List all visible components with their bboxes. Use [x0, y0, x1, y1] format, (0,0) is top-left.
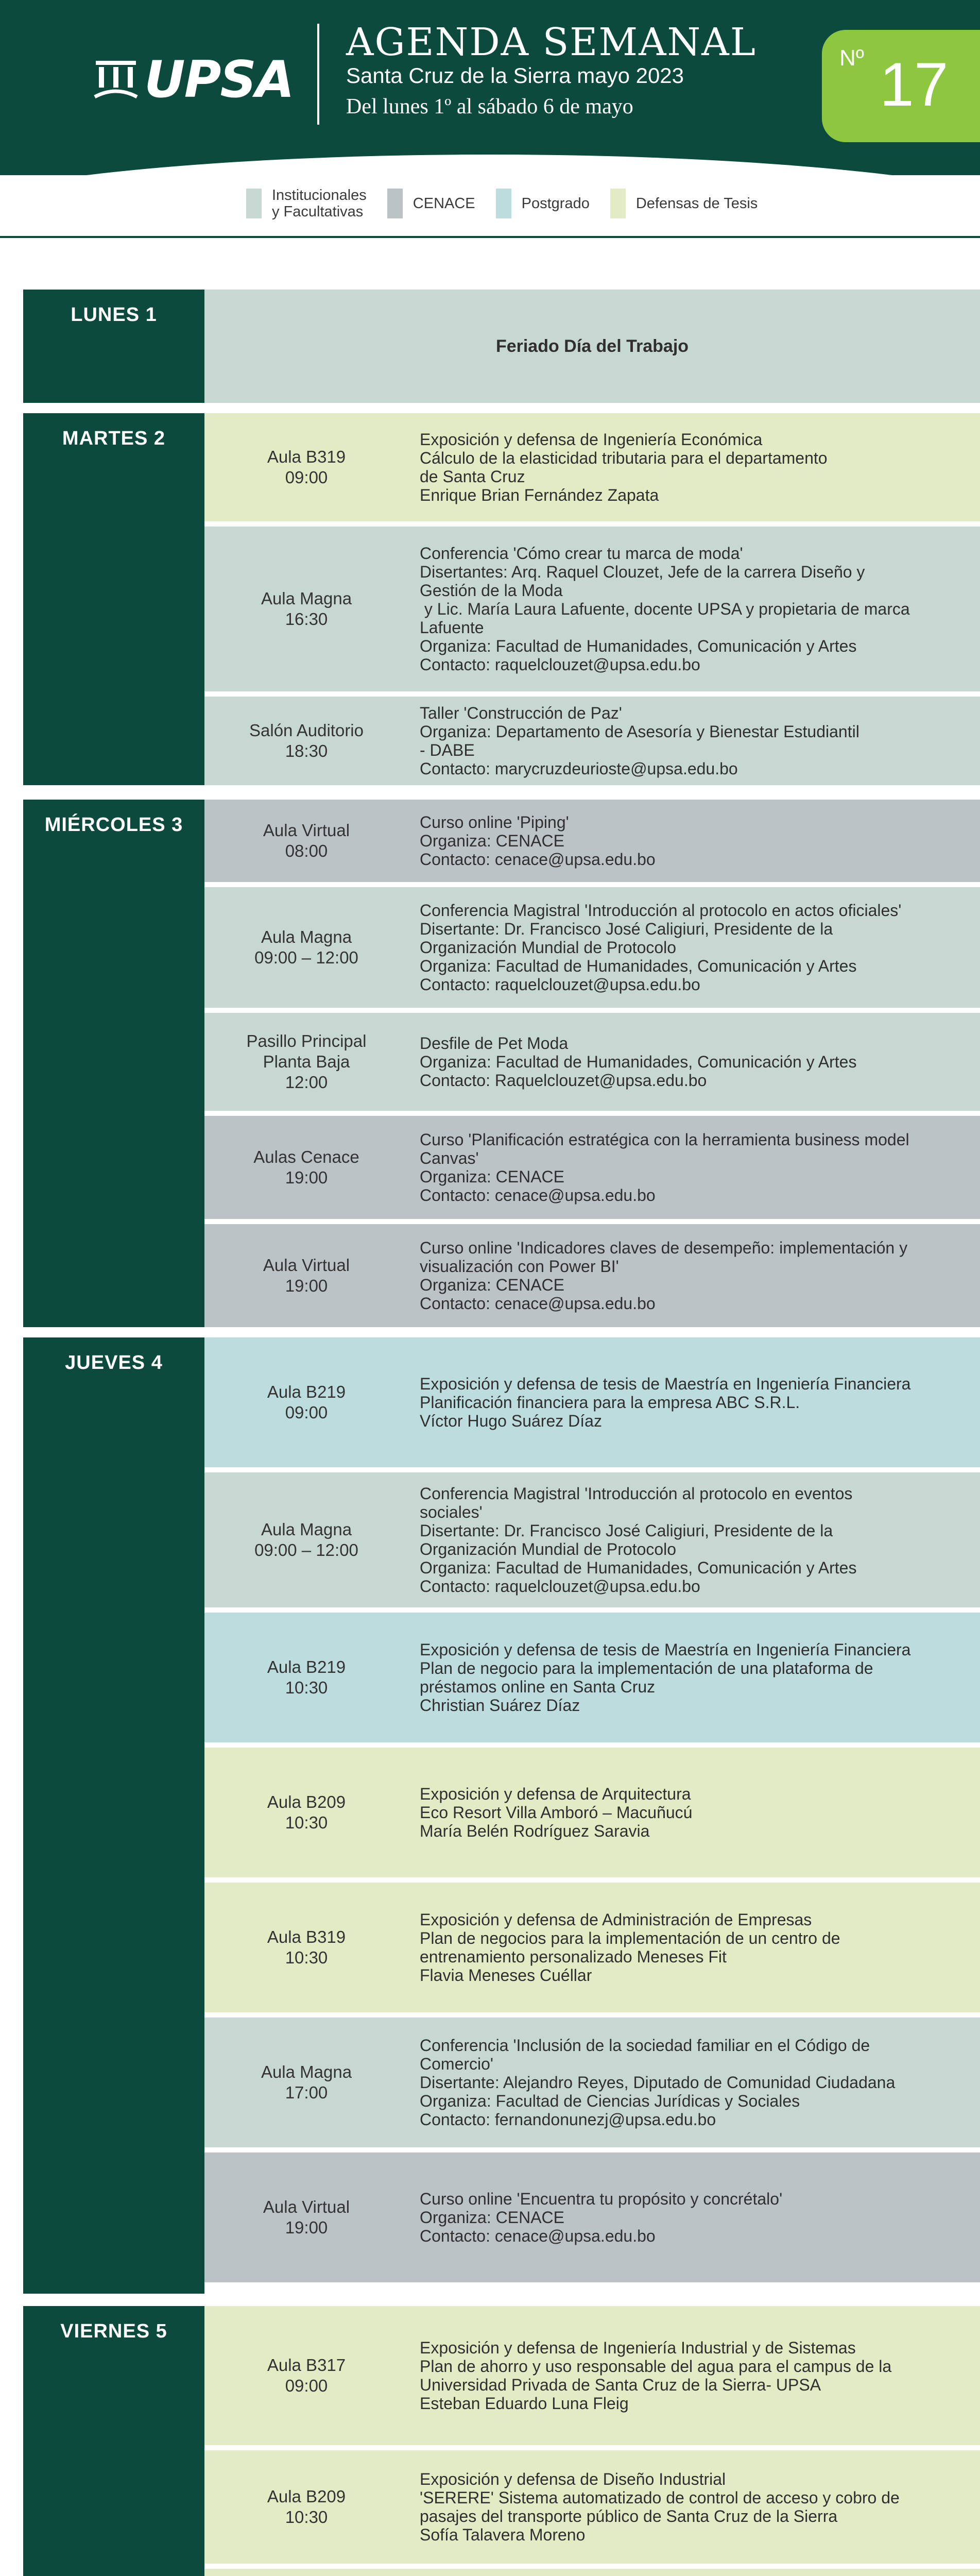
event-description [420, 1224, 976, 1327]
header-divider [317, 24, 319, 125]
event-location-line: Aula Virtual [263, 2197, 350, 2216]
page-subtitle: Santa Cruz de la Sierra mayo 2023 [346, 63, 684, 88]
event-location [204, 1613, 408, 1742]
event-description-line: Organización Mundial de Protocolo [420, 1540, 677, 1558]
event-description [420, 1472, 976, 1607]
event-description-line: Contacto: cenace@upsa.edu.bo [420, 2227, 656, 2245]
event-description-line: Organiza: Facultad de Humanidades, Comunicación y Artes [420, 1053, 857, 1071]
event-location [204, 1013, 408, 1111]
event-row [204, 1116, 980, 1219]
event-row [204, 2153, 980, 2282]
legend-item-defensas [610, 189, 758, 218]
event-description [420, 1116, 976, 1219]
event-location-line: 17:00 [285, 2083, 328, 2102]
event-description-line: Contacto: raquelclouzet@upsa.edu.bo [420, 975, 700, 994]
event-location [204, 1883, 408, 2012]
event-row [204, 1013, 980, 1111]
event-location-line: Aula B319 [267, 1927, 346, 1946]
event-description-line: Exposición y defensa de Ingeniería Económica [420, 430, 763, 449]
day-block [23, 290, 980, 403]
day-label: LUNES 1 [71, 304, 157, 326]
event-description-line: Conferencia 'Inclusión de la sociedad familiar en el Código de [420, 2036, 870, 2055]
event-description-line: Conferencia 'Cómo crear tu marca de moda' [420, 544, 743, 563]
legend-item-institucionales [246, 187, 367, 220]
event-description [420, 2306, 976, 2445]
legend [246, 185, 778, 222]
event-description-line: Curso 'Planificación estratégica con la herramienta business model [420, 1130, 909, 1149]
issue-number: 17 [880, 50, 949, 119]
event-description [420, 2153, 976, 2282]
upsa-emblem-icon [93, 56, 139, 102]
event-description-line: Conferencia Magistral 'Introducción al protocolo en eventos [420, 1484, 853, 1503]
event-description-line: Exposición y defensa de Administración de Empresas [420, 1910, 812, 1929]
event-description-line: Flavia Meneses Cuéllar [420, 1966, 592, 1985]
event-location [204, 1472, 408, 1607]
event-location [204, 2450, 408, 2564]
day-label: VIERNES 5 [60, 2320, 167, 2342]
event-description [420, 887, 976, 1008]
event-location [204, 2153, 408, 2282]
legend-swatch [387, 189, 403, 218]
event-location [204, 800, 408, 882]
event-row [204, 1883, 980, 2012]
event-description-line: Organiza: CENACE [420, 1167, 564, 1186]
event-description-line: Contacto: cenace@upsa.edu.bo [420, 1186, 656, 1205]
event-location-line: Aula Magna [261, 1520, 352, 1539]
event-description-line: Disertante: Alejandro Reyes, Diputado de Comunidad Ciudadana [420, 2073, 896, 2092]
event-description-line: Lafuente [420, 618, 484, 637]
event-description-line: Conferencia Magistral 'Introducción al protocolo en actos oficiales' [420, 901, 902, 920]
event-description-line: Feriado Día del Trabajo [495, 336, 689, 356]
event-location-line: Salón Auditorio [249, 721, 364, 740]
event-description [420, 1748, 976, 1877]
event-description [420, 2018, 976, 2147]
event-description [420, 413, 976, 521]
event-location [204, 1116, 408, 1219]
event-description-line: Organiza: Facultad de Ciencias Jurídicas y Sociales [420, 2092, 800, 2110]
event-description-line: Contacto: raquelclouzet@upsa.edu.bo [420, 1577, 700, 1596]
event-description [420, 1613, 976, 1742]
event-description-line: Exposición y defensa de Diseño Industrial [420, 2470, 726, 2488]
event-location-line: 19:00 [285, 1276, 328, 1295]
event-description-line: Exposición y defensa de Arquitectura [420, 1785, 691, 1803]
event-location-line: 09:00 – 12:00 [254, 1540, 358, 1560]
event-location [204, 527, 408, 691]
event-description-line: Eco Resort Villa Amboró – Macuñucú [420, 1803, 693, 1822]
event-row [204, 2306, 980, 2445]
legend-swatch [246, 189, 262, 218]
legend-item-cenace [387, 189, 475, 218]
event-row [204, 1472, 980, 1607]
upsa-logo [93, 52, 294, 108]
event-row [204, 1613, 980, 1742]
day-header [23, 2306, 204, 2576]
event-description [420, 1337, 976, 1467]
event-description-line: Organiza: CENACE [420, 1276, 564, 1294]
event-location-line: 18:30 [285, 741, 328, 760]
event-description-line: Contacto: Raquelclouzet@upsa.edu.bo [420, 1071, 707, 1090]
event-location [204, 2306, 408, 2445]
event-location-line: Aula Magna [261, 589, 352, 608]
event-location [204, 2569, 408, 2576]
header-rule [0, 236, 980, 238]
legend-label: Postgrado [521, 195, 590, 212]
event-location-line: 16:30 [285, 609, 328, 629]
day-block [23, 413, 980, 785]
event-description [420, 1883, 976, 2012]
legend-label: CENACE [412, 195, 475, 212]
event-location-line: 09:00 [285, 468, 328, 487]
event-location-line: 09:00 [285, 2376, 328, 2395]
legend-swatch [496, 189, 511, 218]
day-header [23, 290, 204, 403]
event-description [420, 697, 976, 785]
event-row [204, 1748, 980, 1877]
event-description-line: - DABE [420, 741, 475, 759]
event-row [204, 2450, 980, 2564]
event-description-line: pasajes del transporte público de Santa Cruz de la Sierra [420, 2507, 838, 2526]
event-description [420, 2450, 976, 2564]
event-description-line: 'SERERE' Sistema automatizado de control de acceso y cobro de [420, 2488, 900, 2507]
event-description-line: Planificación financiera para la empresa ABC S.R.L. [420, 1393, 800, 1412]
event-row [204, 2569, 980, 2576]
event-description-line: Contacto: cenace@upsa.edu.bo [420, 1294, 656, 1313]
event-description-line: Plan de negocio para la implementación de una plataforma de [420, 1659, 873, 1677]
event-description [204, 290, 980, 403]
header-curve [0, 155, 980, 175]
event-location [204, 2018, 408, 2147]
event-description-line: Universidad Privada de Santa Cruz de la Sierra- UPSA [420, 2376, 821, 2394]
event-location-line: Aula Virtual [263, 821, 350, 840]
event-location-line: 09:00 – 12:00 [254, 948, 358, 967]
event-description-line: Enrique Brian Fernández Zapata [420, 486, 659, 504]
event-description-line: Canvas' [420, 1149, 479, 1167]
event-description-line: sociales' [420, 1503, 483, 1521]
event-location-line: Aulas Cenace [253, 1147, 359, 1166]
event-row [204, 1337, 980, 1467]
event-location-line: 19:00 [285, 1168, 328, 1187]
event-row [204, 697, 980, 785]
event-description-line: Exposición y defensa de tesis de Maestría en Ingeniería Financiera [420, 1375, 911, 1393]
event-row [204, 800, 980, 882]
event-description-line: Esteban Eduardo Luna Fleig [420, 2394, 629, 2413]
event-location-line: Pasillo Principal [246, 1031, 367, 1050]
event-description-line: Víctor Hugo Suárez Díaz [420, 1412, 602, 1430]
event-description-line: Organiza: Facultad de Humanidades, Comunicación y Artes [420, 957, 857, 975]
event-description-line: Cálculo de la elasticidad tributaria para el departamento [420, 449, 828, 467]
legend-label: Institucionales y Facultativas [272, 187, 367, 220]
event-description-line: Gestión de la Moda [420, 581, 563, 600]
event-description-line: y Lic. María Laura Lafuente, docente UPSA y propietaria de marca [420, 600, 910, 618]
event-description-line: Organiza: CENACE [420, 832, 564, 850]
event-description-line: Organización Mundial de Protocolo [420, 938, 677, 957]
event-location [204, 1337, 408, 1467]
event-location-line: Aula B319 [267, 447, 346, 466]
event-location-line: 08:00 [285, 841, 328, 860]
date-range: Del lunes 1º al sábado 6 de mayo [346, 95, 633, 118]
event-description-line: Plan de negocios para la implementación de un centro de [420, 1929, 840, 1947]
event-row [204, 413, 980, 521]
event-description-line: Exposición y defensa de Ingeniería Industrial y de Sistemas [420, 2338, 856, 2357]
event-location [204, 413, 408, 521]
event-description-line: Exposición y defensa de tesis de Maestría en Ingeniería Financiera [420, 1640, 911, 1659]
event-row [204, 527, 980, 691]
event-description [420, 2569, 976, 2576]
day-label: JUEVES 4 [65, 1352, 163, 1374]
event-row [204, 290, 980, 403]
event-location-line: 09:00 [285, 1403, 328, 1422]
day-block [23, 800, 980, 1327]
event-description-line: Organiza: Facultad de Humanidades, Comunicación y Artes [420, 637, 857, 655]
event-location-line: Aula B209 [267, 1792, 346, 1811]
event-location-line: 10:30 [285, 1813, 328, 1832]
event-description-line: Desfile de Pet Moda [420, 1034, 569, 1053]
header [0, 0, 980, 175]
event-description-line: Organiza: CENACE [420, 2208, 564, 2227]
logo-text: UPSA [144, 50, 294, 109]
event-location-line: Aula B209 [267, 2487, 346, 2506]
day-header [23, 800, 204, 1327]
event-description-line: Contacto: marycruzdeurioste@upsa.edu.bo [420, 759, 738, 778]
issue-number-label: Nº [839, 45, 864, 71]
issue-badge [822, 30, 980, 142]
event-row [204, 2018, 980, 2147]
event-location-line: Aula Virtual [263, 1256, 350, 1275]
page-title: AGENDA SEMANAL [346, 20, 757, 64]
legend-swatch [610, 189, 626, 218]
event-description-line: de Santa Cruz [420, 467, 525, 486]
event-description [420, 800, 976, 882]
event-location-line: 19:00 [285, 2218, 328, 2237]
event-location-line: Planta Baja [263, 1052, 350, 1071]
event-description-line: Contacto: cenace@upsa.edu.bo [420, 850, 656, 869]
event-description-line: Taller 'Construcción de Paz' [420, 704, 622, 722]
event-location-line: Aula B219 [267, 1382, 346, 1401]
event-location-line: Aula Magna [261, 927, 352, 946]
event-location [204, 697, 408, 785]
event-location [204, 1748, 408, 1877]
event-description-line: Contacto: fernandonunezj@upsa.edu.bo [420, 2110, 716, 2129]
day-header [23, 413, 204, 785]
day-label: MARTES 2 [62, 428, 166, 449]
day-block [23, 2306, 980, 2576]
event-location [204, 1224, 408, 1327]
event-description-line: visualización con Power BI' [420, 1257, 619, 1276]
event-description-line: Sofía Talavera Moreno [420, 2526, 586, 2544]
legend-label: Defensas de Tesis [635, 195, 758, 212]
event-location-line: Aula B317 [267, 2355, 346, 2375]
event-description-line: Organiza: Departamento de Asesoría y Bienestar Estudiantil [420, 722, 859, 741]
event-location-line: 10:30 [285, 2507, 328, 2527]
event-description-line: Plan de ahorro y uso responsable del agua para el campus de la [420, 2357, 892, 2376]
event-description-line: Disertante: Dr. Francisco José Caligiuri, Presidente de la [420, 920, 833, 938]
event-location-line: Aula Magna [261, 2062, 352, 2081]
event-description-line: Contacto: raquelclouzet@upsa.edu.bo [420, 655, 700, 674]
day-header [23, 1337, 204, 2294]
event-description-line: préstamos online en Santa Cruz [420, 1677, 656, 1696]
legend-item-postgrado [496, 189, 590, 218]
event-location-line: 12:00 [285, 1073, 328, 1092]
event-location-line: Aula B219 [267, 1657, 346, 1676]
event-description-line: María Belén Rodríguez Saravia [420, 1822, 650, 1840]
event-description-line: Curso online 'Encuentra tu propósito y concrétalo' [420, 2190, 783, 2208]
day-block [23, 1337, 980, 2294]
day-label: MIÉRCOLES 3 [44, 814, 183, 836]
event-description-line: Curso online 'Indicadores claves de desempeño: implementación y [420, 1239, 908, 1257]
event-row [204, 887, 980, 1008]
event-location-line: 10:30 [285, 1678, 328, 1697]
event-location-line: 10:30 [285, 1948, 328, 1967]
event-description-line: Curso online 'Piping' [420, 813, 569, 832]
event-location [204, 887, 408, 1008]
event-description-line: Disertante: Dr. Francisco José Caligiuri, Presidente de la [420, 1521, 833, 1540]
event-description [420, 527, 976, 691]
event-description-line: Christian Suárez Díaz [420, 1696, 580, 1715]
event-description [420, 1013, 976, 1111]
event-description-line: Organiza: Facultad de Humanidades, Comunicación y Artes [420, 1558, 857, 1577]
event-row [204, 1224, 980, 1327]
event-description-line: Disertantes: Arq. Raquel Clouzet, Jefe de la carrera Diseño y [420, 563, 865, 581]
event-description-line: entrenamiento personalizado Meneses Fit [420, 1947, 727, 1966]
event-description-line: Comercio' [420, 2055, 494, 2073]
